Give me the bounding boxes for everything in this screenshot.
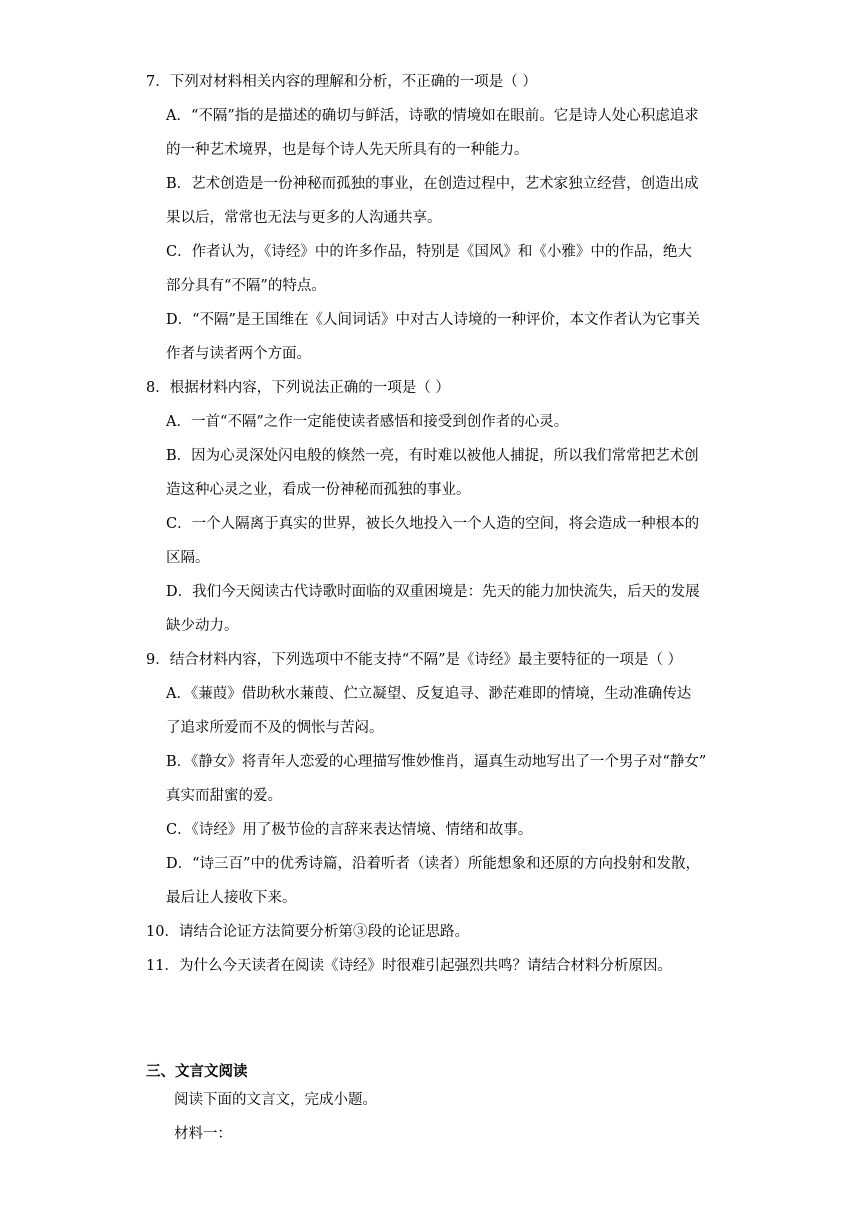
- question-8-option-d: D．我们今天阅读古代诗歌时面临的双重困境是：先天的能力加快流失，后天的发展: [166, 584, 700, 600]
- question-10: 10．请结合论证方法简要分析第③段的论证思路。: [146, 924, 469, 940]
- material-label: 材料一：: [174, 1126, 232, 1142]
- question-9-option-d: D．“诗三百”中的优秀诗篇，沿着听者（读者）所能想象和还原的方向投射和发散，: [166, 856, 700, 872]
- question-9-option-d-cont: 最后让人接收下来。: [166, 890, 297, 906]
- question-9-option-a-cont: 了追求所爱而不及的惆怅与苦闷。: [166, 720, 384, 736]
- question-9-stem: 9．结合材料内容，下列选项中不能支持“不隔”是《诗经》最主要特征的一项是（ ）: [146, 652, 683, 668]
- question-7-option-a-cont: 的一种艺术境界，也是每个诗人先天所具有的一种能力。: [166, 142, 529, 158]
- section-intro: 阅读下面的文言文，完成小题。: [174, 1092, 377, 1108]
- question-8-stem: 8．根据材料内容，下列说法正确的一项是（ ）: [146, 380, 450, 396]
- question-8-option-c-cont: 区隔。: [166, 550, 210, 566]
- question-9-option-b-cont: 真实而甜蜜的爱。: [166, 788, 282, 804]
- question-7-option-d: D．“不隔”是王国维在《人间词话》中对古人诗境的一种评价，本文作者认为它事关: [166, 312, 700, 328]
- question-7-option-b: B．艺术创造是一份神秘而孤独的事业，在创造过程中，艺术家独立经营，创造出成: [166, 176, 699, 192]
- section-title: 三、文言文阅读: [146, 1064, 248, 1080]
- question-9-option-c: C．《诗经》用了极节俭的言辞来表达情境、情绪和故事。: [166, 822, 533, 838]
- question-8-option-a: A．一首“不隔”之作一定能使读者感悟和接受到创作者的心灵。: [166, 414, 569, 430]
- question-7-option-b-cont: 果以后，常常也无法与更多的人沟通共享。: [166, 210, 442, 226]
- question-7-option-c: C．作者认为，《诗经》中的许多作品，特别是《国风》和《小雅》中的作品，绝大: [166, 244, 692, 260]
- question-8-option-b: B．因为心灵深处闪电般的倏然一亮，有时难以被他人捕捉，所以我们常常把艺术创: [166, 448, 699, 464]
- question-7-stem: 7．下列对材料相关内容的理解和分析，不正确的一项是（ ）: [146, 74, 537, 90]
- question-8-option-d-cont: 缺少动力。: [166, 618, 239, 634]
- question-8-option-b-cont: 造这种心灵之业，看成一份神秘而孤独的事业。: [166, 482, 471, 498]
- question-9-option-a: A．《蒹葭》借助秋水蒹葭、伫立凝望、反复追寻、渺茫难即的情境，生动准确传达: [166, 686, 692, 702]
- question-9-option-b: B．《静女》将青年人恋爱的心理描写惟妙惟肖，逼真生动地写出了一个男子对“静女”: [166, 754, 707, 770]
- question-7-option-c-cont: 部分具有“不隔”的特点。: [166, 278, 326, 294]
- question-11: 11．为什么今天读者在阅读《诗经》时很难引起强烈共鸣？请结合材料分析原因。: [146, 958, 672, 974]
- question-8-option-c: C．一个人隔离于真实的世界，被长久地投入一个人造的空间，将会造成一种根本的: [166, 516, 700, 532]
- question-7-option-d-cont: 作者与读者两个方面。: [166, 346, 311, 362]
- question-7-option-a: A．“不隔”指的是描述的确切与鲜活，诗歌的情境如在眼前。它是诗人处心积虑追求: [166, 108, 699, 124]
